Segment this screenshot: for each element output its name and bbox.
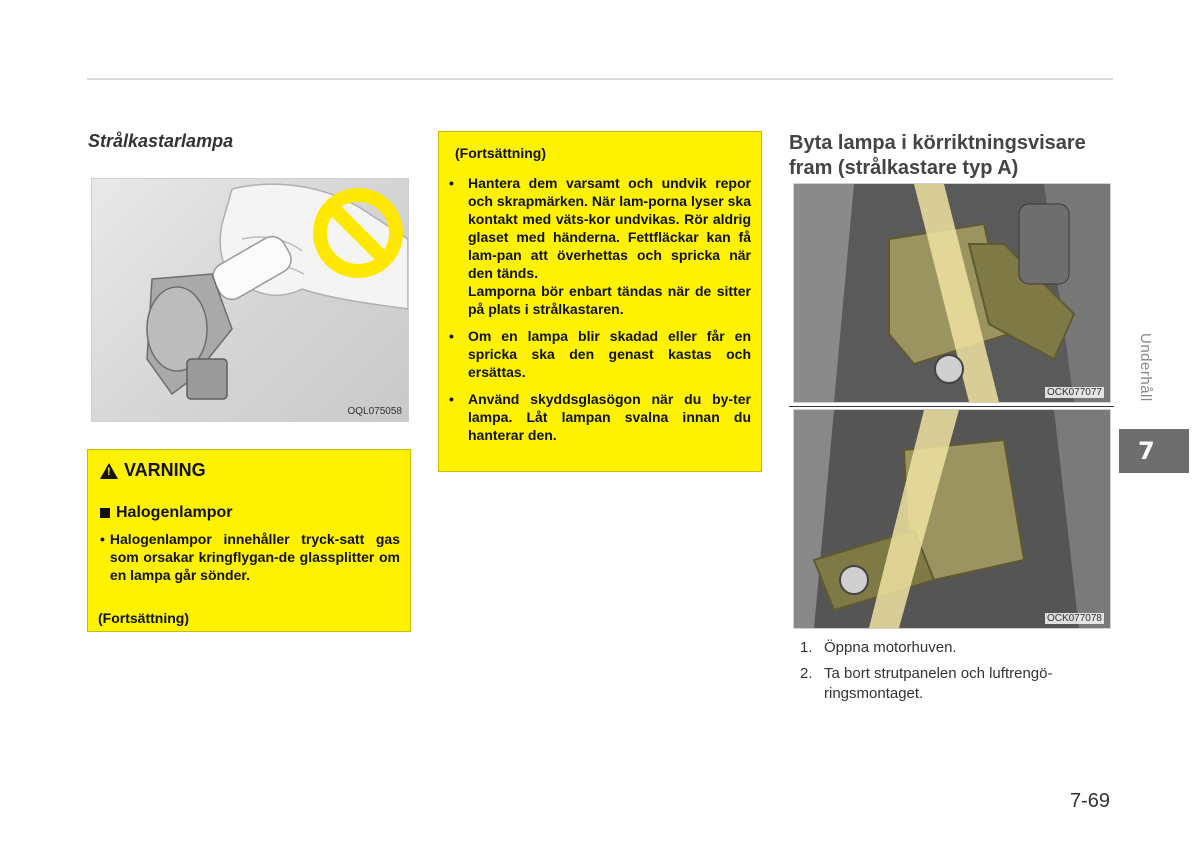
list-item bbox=[800, 638, 1114, 658]
list-item bbox=[800, 664, 1114, 704]
warning-title: VARNING bbox=[124, 460, 206, 480]
warning-box bbox=[87, 449, 411, 632]
step-text: Ta bort strutpanelen och luftrengö-ringsmontaget. bbox=[824, 665, 1053, 702]
square-bullet-icon bbox=[100, 508, 110, 518]
continued-label: (Fortsättning) bbox=[455, 145, 546, 161]
list-item bbox=[100, 530, 400, 584]
bulb-illustration bbox=[92, 179, 408, 421]
warning-subheading-text: Halogenlampor bbox=[116, 504, 233, 521]
step-number: 2. bbox=[800, 665, 813, 682]
figure-engine-bay-2 bbox=[793, 409, 1111, 629]
step-text: Öppna motorhuven. bbox=[824, 639, 957, 656]
chapter-tab bbox=[1119, 429, 1189, 473]
list-item-text: Hantera dem varsamt och undvik repor och skrapmärken. När lam-porna lyser ska kontakt med väts-kor undvikas. Rör aldrig glaset med händerna. Fettfläckar kan få lam-pan att överhettas och spricka när den tänds. bbox=[468, 175, 751, 281]
list-item-text: Använd skyddsglasögon när du by-ter lampa. Låt lampan svalna innan du hanterar den. bbox=[468, 391, 751, 443]
top-rule bbox=[87, 78, 1113, 80]
bullet-dot: • bbox=[449, 328, 454, 344]
list-item bbox=[449, 174, 751, 318]
chapter-side-label bbox=[1128, 333, 1158, 423]
warning-triangle-icon: ! bbox=[100, 463, 118, 479]
engine-bay-illustration bbox=[794, 410, 1110, 628]
figure-code: OQL075058 bbox=[347, 406, 402, 417]
list-item bbox=[449, 327, 751, 381]
section-title-turn-signal: Byta lampa i körriktningsvisare fram (strålkastare typ A) bbox=[789, 132, 1086, 179]
continued-label: (Fortsättning) bbox=[98, 610, 189, 626]
chapter-label-text: Underhåll bbox=[1137, 333, 1154, 402]
warning-box-continued bbox=[438, 131, 762, 472]
figure-engine-bay-1 bbox=[793, 183, 1111, 403]
warning-subheading bbox=[100, 504, 232, 522]
figure-headlamp-bulb bbox=[91, 178, 409, 422]
figure-code: OCK077078 bbox=[1046, 613, 1102, 624]
list-item-extra-text: Lamporna bör enbart tändas när de sitter på plats i strålkastaren. bbox=[468, 283, 751, 317]
list-item-text: Om en lampa blir skadad eller får en spricka ska den genast kastas och ersättas. bbox=[468, 328, 751, 380]
warning-heading bbox=[100, 460, 206, 481]
section-title-headlamp: Strålkastarlampa bbox=[88, 131, 234, 151]
list-item-text: Halogenlampor innehåller tryck-satt gas som orsakar kringflygan-de glassplitter om en lampa går sönder. bbox=[109, 531, 400, 583]
bullet-dot: • bbox=[449, 175, 454, 191]
figure-code: OCK077077 bbox=[1046, 387, 1102, 398]
list-item bbox=[449, 390, 751, 444]
warning-list bbox=[449, 174, 751, 453]
page-number: 7-69 bbox=[1070, 790, 1111, 812]
bullet-dot: • bbox=[449, 391, 454, 407]
step-number: 1. bbox=[800, 639, 813, 656]
figure-separator bbox=[789, 406, 1114, 407]
steps-list bbox=[800, 638, 1114, 710]
chapter-number: 7 bbox=[1138, 437, 1155, 465]
bullet-dot: • bbox=[100, 531, 105, 547]
warning-text bbox=[100, 530, 400, 584]
engine-bay-illustration bbox=[794, 184, 1110, 402]
